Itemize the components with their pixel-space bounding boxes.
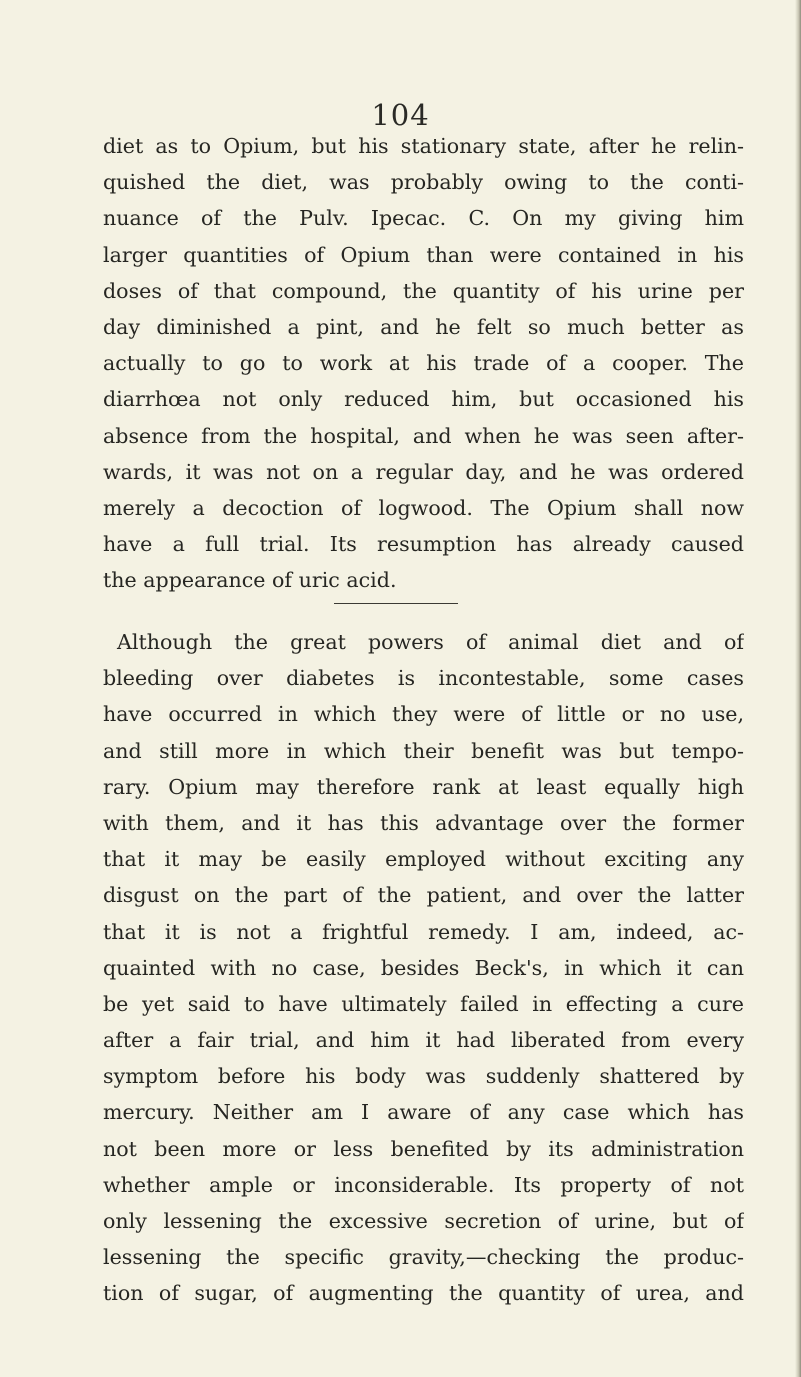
text-line: mercury. Neither am I aware of any case which has	[103, 1100, 744, 1125]
text-line: nuance of the Pulv. Ipecac. C. On my giving him	[103, 206, 744, 231]
text-line: day diminished a pint, and he felt so much better as	[103, 314, 744, 339]
text-line: diarrhœa not only reduced him, but occasioned his	[103, 387, 744, 412]
text-line: have a full trial. Its resumption has already caused	[103, 532, 744, 557]
text-line: bleeding over diabetes is incontestable, some cases	[103, 666, 744, 691]
text-line: quainted with no case, besides Beck's, in which it can	[103, 955, 744, 980]
text-line: with them, and it has this advantage over the former	[103, 810, 744, 835]
text-line: merely a decoction of logwood. The Opium shall now	[103, 495, 744, 520]
text-line: quished the diet, was probably owing to the conti-	[103, 170, 744, 195]
paragraph-1	[103, 128, 744, 598]
text-line: absence from the hospital, and when he was seen after-	[103, 423, 744, 448]
text-line: symptom before his body was suddenly shattered by	[103, 1064, 744, 1089]
page-number: 104	[371, 98, 430, 132]
text-line: doses of that compound, the quantity of his urine per	[103, 278, 744, 303]
text-line: tion of sugar, of augmenting the quantity of urea, and	[103, 1281, 744, 1306]
section-divider-rule	[334, 603, 458, 604]
text-line: that it is not a frightful remedy. I am, indeed, ac-	[103, 919, 744, 944]
text-line: Although the great powers of animal diet and of	[117, 630, 744, 654]
text-line: have occurred in which they were of little or no use,	[103, 702, 744, 727]
text-line: the appearance of uric acid.	[103, 568, 397, 593]
text-line: wards, it was not on a regular day, and he was ordered	[103, 459, 744, 484]
text-line: only lessening the excessive secretion of urine, but of	[103, 1209, 744, 1233]
text-line: that it may be easily employed without exciting any	[103, 847, 744, 872]
text-line: rary. Opium may therefore rank at least equally high	[103, 774, 744, 799]
text-line: lessening the specific gravity,—checking the produc-	[103, 1245, 744, 1270]
text-line: whether ample or inconsiderable. Its property of not	[103, 1172, 744, 1197]
text-line: larger quantities of Opium than were contained in his	[103, 242, 744, 267]
text-line: after a fair trial, and him it had liberated from every	[103, 1028, 744, 1053]
text-line: and still more in which their benefit was but tempo-	[103, 738, 744, 763]
text-line: be yet said to have ultimately failed in effecting a cure	[103, 991, 744, 1016]
paragraph-2	[103, 624, 744, 1312]
text-line: diet as to Opium, but his stationary state, after he relin-	[103, 134, 744, 158]
text-line: not been more or less benefited by its administration	[103, 1136, 744, 1161]
page-edge-shadow	[795, 0, 801, 1377]
text-line: disgust on the part of the patient, and over the latter	[103, 883, 744, 908]
text-line: actually to go to work at his trade of a cooper. The	[103, 351, 744, 376]
